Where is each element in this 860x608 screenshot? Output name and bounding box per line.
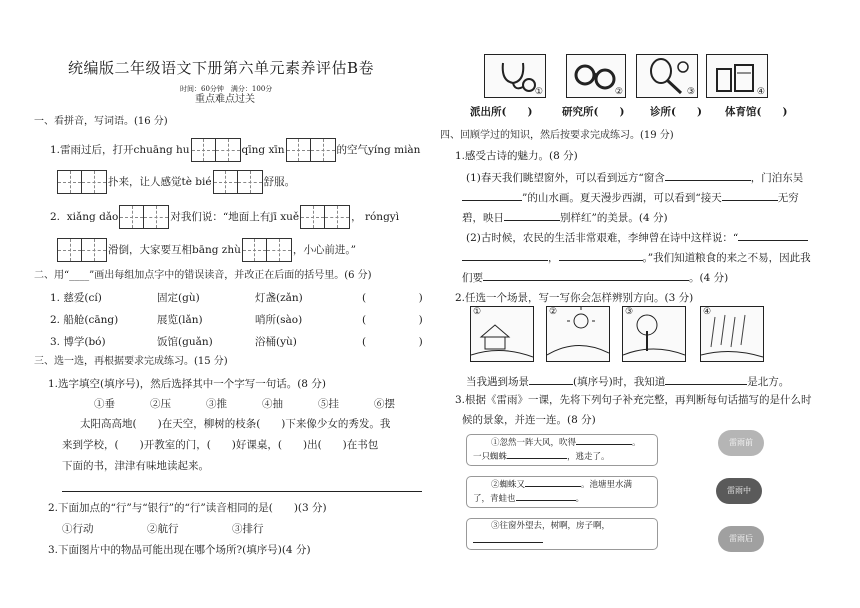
answer-blank[interactable] [665, 168, 751, 181]
scene-picture-2: ② [546, 306, 610, 362]
q1-1-line1: 1.雷雨过后，打开chuāng hu qīng xīn 的空气yíng miàn [50, 138, 420, 162]
writing-box-tebie[interactable] [213, 170, 263, 194]
scene-picture-3: ③ [622, 306, 686, 362]
stethoscope-picture: ① [484, 54, 546, 98]
cloud-after-storm[interactable]: 雷雨后 [718, 526, 764, 552]
exam-meta: 时间：60分钟 满分：100分 [180, 85, 273, 93]
section-3-heading: 三、选一选，再根据要求完成练习。(15 分) [34, 356, 228, 367]
answer-blank[interactable] [529, 372, 573, 385]
answer-blank[interactable] [738, 228, 808, 241]
sentence-box-2[interactable]: ②蜘蛛又 。池塘里水满 了，青蛙也 。 [466, 476, 658, 508]
q4-2-answer-line: 当我遇到场景 (填序号)时，我知道 是北方。 [466, 372, 789, 390]
answer-blank[interactable] [473, 533, 543, 543]
answer-blank[interactable] [525, 477, 581, 487]
writing-box-chuanghu[interactable] [191, 138, 241, 162]
writing-box-qingxin[interactable] [286, 138, 336, 162]
answer-blank[interactable] [462, 188, 522, 201]
q3-1-passage-line: 下面的书，津津有味地读起来。 [62, 460, 209, 472]
q1-1-line2: 扑来，让人感觉tè bié 舒服。 [56, 170, 295, 194]
handcuffs-picture: ② [566, 54, 626, 98]
writing-box-rongyi[interactable] [57, 238, 107, 262]
answer-blank[interactable] [462, 248, 548, 261]
cloud-during-storm[interactable]: 雷雨中 [716, 478, 762, 504]
q4-1-a-line1: (1)春天我们眺望窗外，可以看到远方“窗含 ，门泊东吴 [466, 168, 803, 186]
q4-1-a-line3: 碧，映日 别样红”的美景。(4 分) [462, 208, 668, 226]
q4-3-prompt-line1: 3.根据《雷雨》一课，先将下列句子补充完整，再判断每句话描写的是什么时 [455, 394, 812, 406]
writing-box-xiangdao[interactable] [119, 205, 169, 229]
answer-blank[interactable] [483, 268, 689, 281]
q4-1-a-line2: ”的山水画。夏天漫步西湖，可以看到“接天 无穷 [462, 188, 799, 206]
sentence-box-1[interactable]: ①忽然一阵大风，吹得 。 一只蜘蛛 ，逃走了。 [466, 434, 658, 466]
q4-3-prompt-line2: 候的景象，并连一连。(8 分) [462, 414, 596, 426]
cloud-before-storm[interactable]: 雷雨前 [718, 430, 764, 456]
answer-blank[interactable] [507, 449, 567, 459]
place-institute[interactable]: 研究所( ) [562, 106, 625, 118]
q4-1-b-line2: ， 。”我们知道粮食的来之不易，因此我 [462, 248, 811, 266]
page-title: 统编版二年级语文下册第六单元素养评估B卷 [68, 59, 375, 77]
q3-1-prompt: 1.选字填空(填序号)，然后选择其中一个字写一句话。(8 分) [48, 378, 326, 390]
q3-1-passage-line: 来到学校，( )开教室的门，( )好课桌，( )出( )在书包 [62, 439, 379, 451]
place-clinic[interactable]: 诊所( ) [650, 106, 702, 118]
answer-blank[interactable] [576, 435, 632, 445]
scene-picture-4: ④ [700, 306, 764, 362]
answer-line[interactable] [62, 491, 422, 492]
tennis-racket-picture: ③ [636, 54, 698, 98]
writing-box-bangzhu[interactable] [242, 238, 292, 262]
answer-blank[interactable] [516, 491, 576, 501]
place-gym[interactable]: 体育馆( ) [725, 106, 788, 118]
writing-box-jixue[interactable] [300, 205, 350, 229]
q4-1-b-line3: 们要 。(4 分) [462, 268, 728, 286]
medical-kit-picture: ④ [706, 54, 768, 98]
answer-blank[interactable] [665, 372, 747, 385]
q1-2-line1: 2. xiǎng dǎo 对我们说：“地面上有jī xuě ， róngyì [50, 205, 399, 229]
section-2-heading: 二、用“____”画出每组加点字中的错误读音，并改正在后面的括号里。(6 分) [34, 270, 372, 281]
section-4-heading: 四、回顾学过的知识，然后按要求完成练习。(19 分) [440, 130, 674, 141]
q3-1-passage-line: 太阳高高地( )在天空，柳树的枝条( )下来像少女的秀发。我 [80, 418, 391, 430]
scene-picture-1: ① [470, 306, 534, 362]
writing-box-yingmian[interactable] [57, 170, 107, 194]
q3-2-prompt: 2.下面加点的“行”与“银行”的“行”读音相同的是( )(3 分) [48, 502, 327, 514]
answer-paren[interactable]: ( ) [362, 336, 423, 348]
q4-2-prompt: 2.任选一个场景，写一写你会怎样辨别方向。(3 分) [455, 292, 694, 304]
answer-blank[interactable] [559, 248, 643, 261]
page-subtitle: 重点难点过关 [195, 94, 255, 105]
q4-1-b-line1: (2)古时候，农民的生活非常艰难，李绅曾在诗中这样说：“ [466, 228, 808, 246]
q1-2-line2: 滑倒，大家要互相bāng zhù ，小心前进。” [56, 238, 356, 262]
answer-blank[interactable] [504, 208, 560, 221]
q3-3-prompt: 3.下面图片中的物品可能出现在哪个场所?(填序号)(4 分) [48, 544, 311, 556]
q4-1-prompt: 1.感受古诗的魅力。(8 分) [455, 150, 578, 162]
answer-paren[interactable]: ( ) [362, 314, 423, 326]
answer-paren[interactable]: ( ) [362, 292, 423, 304]
answer-blank[interactable] [722, 188, 778, 201]
sentence-box-3[interactable]: ③往窗外望去，树啊，房子啊， [466, 518, 658, 550]
place-police[interactable]: 派出所( ) [470, 106, 533, 118]
section-1-heading: 一、看拼音，写词语。(16 分) [34, 116, 168, 127]
